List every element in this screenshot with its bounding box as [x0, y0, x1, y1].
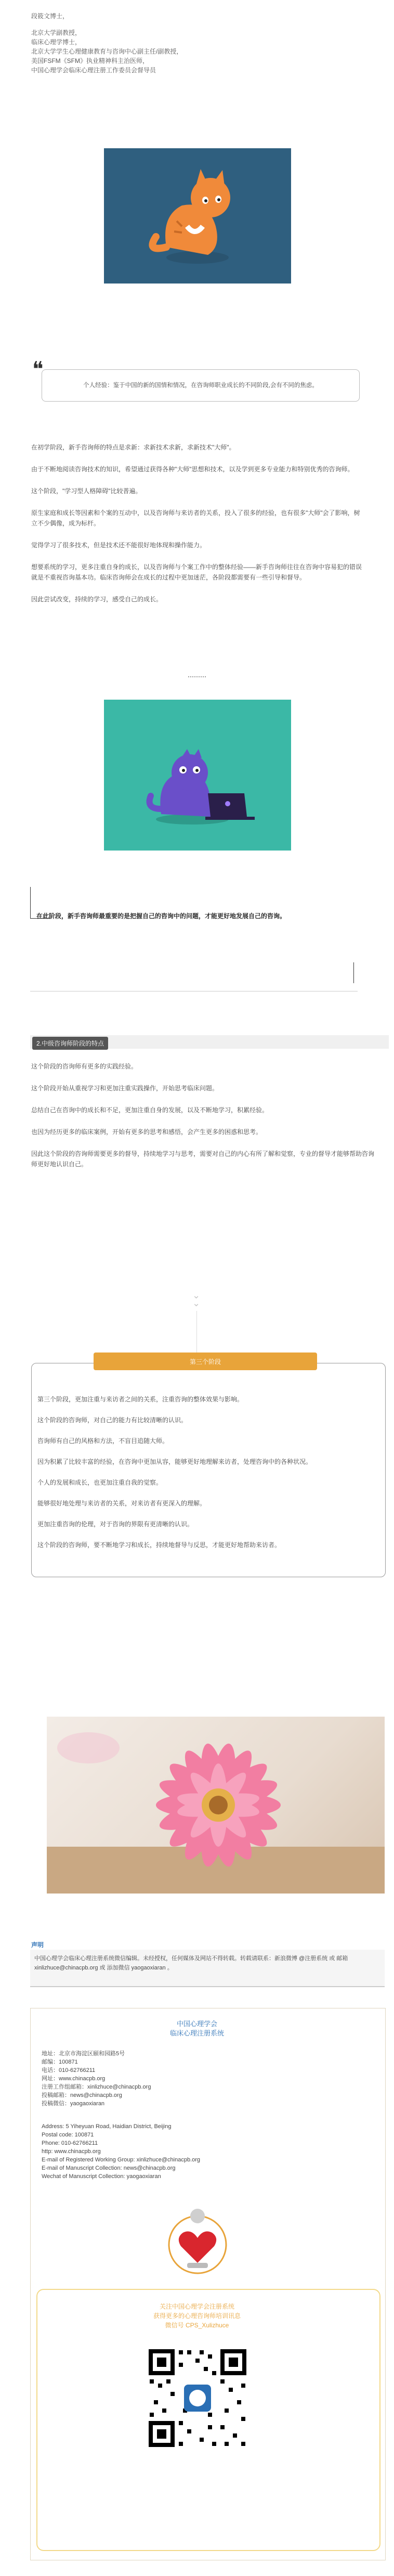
paragraph: 因为积累了比较丰富的经验，在咨询中更加从容，能够更好地理解来访者，处理咨询中的各种状况。: [37, 1458, 312, 1465]
footer-en-contact: [42, 2122, 364, 2181]
flower-photo: [47, 1717, 385, 1894]
qr-line-3: 微信号 CPS_Xulizhuce: [165, 2322, 229, 2329]
paragraph: 这个阶段开始从重视学习和更加注重实践操作，开始思考临床问题。: [31, 1085, 219, 1092]
footer-line[interactable]: 投稿邮箱：news@chinacpb.org: [42, 2092, 122, 2098]
paragraph: 想要系统的学习，更多注重自身的成长，以及咨询师与个案工作中的整体经验——新手咨询师往往在咨询中容易犯的错误就是不重视咨询基本功。临床咨询师会在成长的过程中更加迷茫，各阶段都需要有一些引导和督导。: [31, 563, 362, 581]
footer-org-cn-1: 中国心理学会: [176, 2020, 217, 2028]
paragraph: 能够很好地处理与来访者的关系，对来访者有更深入的理解。: [37, 1500, 206, 1507]
author-block: [31, 11, 343, 75]
section2: [31, 1061, 374, 1169]
footer-line[interactable]: 注册工作组邮箱：xinlizhuce@chinacpb.org: [42, 2084, 151, 2090]
footer-line: 地址：北京市海淀区颐和园路5号: [42, 2051, 125, 2057]
qr-code[interactable]: [146, 2346, 249, 2450]
footer-line: Phone: 010-62766211: [42, 2140, 98, 2146]
section2-title: [32, 1037, 108, 1050]
quote-box: [42, 369, 360, 402]
qr-line-2: 获得更多的心理咨询师培训讯息: [153, 2312, 241, 2320]
footer-line: Postal code: 100871: [42, 2132, 94, 2138]
note-box: [30, 1950, 385, 1987]
laptop-creature-illustration: [104, 700, 291, 851]
paragraph: 也因为经历更多的临床案例，开始有更多的思考和感悟，会产生更多的困惑和思考。: [31, 1128, 262, 1136]
quote-text: 个人经验：鉴于中国的新的国情和情况，在咨询师职业成长的不同阶段,会有不同的焦虑。: [83, 382, 318, 389]
footer-line[interactable]: E-mail of Manuscript Collection: news@chinacpb.org: [42, 2165, 176, 2171]
author-line: 中国心理学会临床心理注册工作委员会督导员: [31, 67, 156, 74]
footer-line: 邮编：100871: [42, 2059, 78, 2065]
footer-cn-contact: [42, 2050, 364, 2108]
author-line: 临床心理学博士，: [31, 38, 82, 46]
author-line: 段筱文博士，: [31, 12, 69, 20]
paragraph: 这个阶段的咨询师，对自己的能力有比较清晰的认识。: [37, 1416, 188, 1424]
chevron-down-icon: ⌄: [192, 1290, 201, 1300]
paragraph: 这个阶段的咨询师，要不断地学习和成长，持续地督导与反思，才能更好地帮助来访者。: [37, 1541, 281, 1549]
paragraph: 因此尝试改变，持续的学习，感受自己的成长。: [31, 596, 163, 603]
paragraph: 这个阶段，"学习型人格障碍"比较普遍。: [31, 487, 142, 495]
paragraph: 原生家庭和成长等因素和个案的互动中，以及咨询师与来访者的关系，投入了很多的经验，也有很多"大师"会了影响，树立不少偶像，成为标杆。: [31, 509, 360, 527]
footer-line[interactable]: http: www.chinacpb.org: [42, 2148, 101, 2155]
quote-mark-icon: ❝: [32, 357, 44, 381]
paragraph: 在初学阶段，新手咨询师的特点是求新：求新技术求新，求新技术"大师"。: [31, 444, 235, 451]
divider: [188, 676, 206, 677]
footer-line[interactable]: E-mail of Registered Working Group: xinlizhuce@chinacpb.org: [42, 2157, 201, 2163]
author-line: 北京大学副教授，: [31, 29, 82, 36]
footer-line: 电话：010-62766211: [42, 2067, 96, 2073]
cat-illustration: [104, 148, 291, 284]
footer-line[interactable]: 网址：www.chinacpb.org: [42, 2076, 106, 2082]
paragraph: 觉得学习了很多技术，但是技术还不能很好地体现和操作能力。: [31, 542, 206, 549]
chevron-down-icon: ⌄: [192, 1298, 201, 1308]
note-text: 中国心理学会临床心理注册系统微信编辑。未经授权，任何媒体及网站不得转载。转载请联系：新浪微博 @注册系统 或 邮箱 xinlizhuce@chinacpb.org 或 添加微信 yaogaoxiaran 。: [34, 1955, 348, 1971]
note-label: 声明: [31, 1941, 44, 1949]
paragraph: 总结自己在咨询中的成长和不足，更加注重自身的发展，以及不断地学习，积累经验。: [31, 1106, 269, 1114]
section1: [31, 442, 364, 604]
stage-card-tag: 第三个阶段: [189, 1358, 221, 1366]
callout-corner-right: [353, 962, 354, 983]
paragraph: 因此这个阶段的咨询师需要更多的督导，持续地学习与思考，需要对自己的内心有所了解和觉察，专业的督导才能够帮助咨询师更好地认识自己。: [31, 1150, 375, 1168]
paragraph: 由于不断地阅读咨询技术的知识，希望通过获得各种"大师"思想和技术，以及学到更多专业能力和特别优秀的咨询师。: [31, 466, 354, 473]
callout-text: 在此阶段，新手咨询师最重要的是把握自己的咨询中的问题，才能更好地发展自己的咨询。: [36, 912, 286, 920]
stage-card-body: [37, 1394, 378, 1550]
qr-line-1: 关注中国心理学会注册系统: [159, 2303, 234, 2310]
paragraph: 第三个阶段，更加注重与来访者之间的关系，注重咨询的整体效果与影响。: [37, 1396, 244, 1403]
author-line: 北京大学学生心理健康教育与咨询中心副主任/副教授，: [31, 48, 183, 55]
paragraph: 更加注重咨询的伦理，对于咨询的界限有更清晰的认识。: [37, 1521, 194, 1528]
stage-card-header: [94, 1353, 317, 1370]
paragraph: 这个阶段的咨询师有更多的实践经验。: [31, 1063, 138, 1070]
vertical-divider: [196, 1311, 197, 1353]
callout-corner-top: [30, 887, 31, 918]
footer-line: Wechat of Manuscript Collection: yaogaoxiaran: [42, 2173, 161, 2180]
footer-org-cn-2: 临床心理注册系统: [169, 2029, 224, 2037]
footer-line: 投稿微信：yaogaoxiaran: [42, 2101, 105, 2107]
paragraph: 个人的发展和成长，也更加注重自我的觉察。: [37, 1479, 163, 1486]
paragraph: 咨询师有自己的风格和方法，不盲目追随大师。: [37, 1437, 169, 1445]
heart-mascot: [166, 2200, 229, 2278]
author-line: 美国FSFM《SFM》执业精神科主治医师，: [31, 57, 149, 65]
footer-line: Address: 5 Yiheyuan Road, Haidian District, Beijing: [42, 2123, 172, 2130]
section2-title-text: 2.中级咨询师阶段的特点: [32, 1037, 108, 1050]
